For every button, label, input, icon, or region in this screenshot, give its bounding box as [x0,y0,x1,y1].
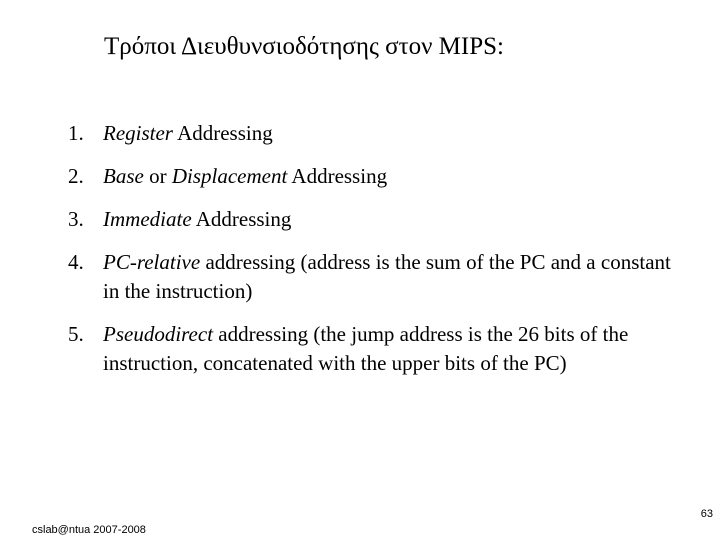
footer-credit: cslab@ntua 2007-2008 [32,524,146,536]
item-number: 4. [68,250,84,274]
item-term: Displacement [171,164,288,188]
list-item [68,162,688,191]
item-text: addressing (the jump address is the 26 bits of the instruction, concatenated with the upper bits of the PC) [103,322,629,375]
item-term: Immediate [103,207,192,231]
page-number: 63 [700,508,713,520]
item-number: 3. [68,207,84,231]
item-term: Base [103,164,144,188]
item-text: addressing (address is the sum of the PC and a constant in the instruction) [103,250,671,303]
item-text: Addressing [172,121,273,145]
addressing-modes-list [68,119,688,378]
item-text: Addressing [191,207,292,231]
item-term: Register [103,121,173,145]
item-term: PC-relative [103,250,201,274]
item-text: or [143,164,172,188]
item-number: 1. [68,121,84,145]
item-number: 2. [68,164,84,188]
list-item [68,119,688,148]
item-term: Pseudodirect [103,322,214,346]
item-number: 5. [68,322,84,346]
list-item [68,320,688,378]
item-text: Addressing [287,164,388,188]
slide-title: Τρόποι Διευθυνσιοδότησης στον MIPS: [104,33,504,60]
list-item [68,248,688,306]
list-item [68,205,688,234]
